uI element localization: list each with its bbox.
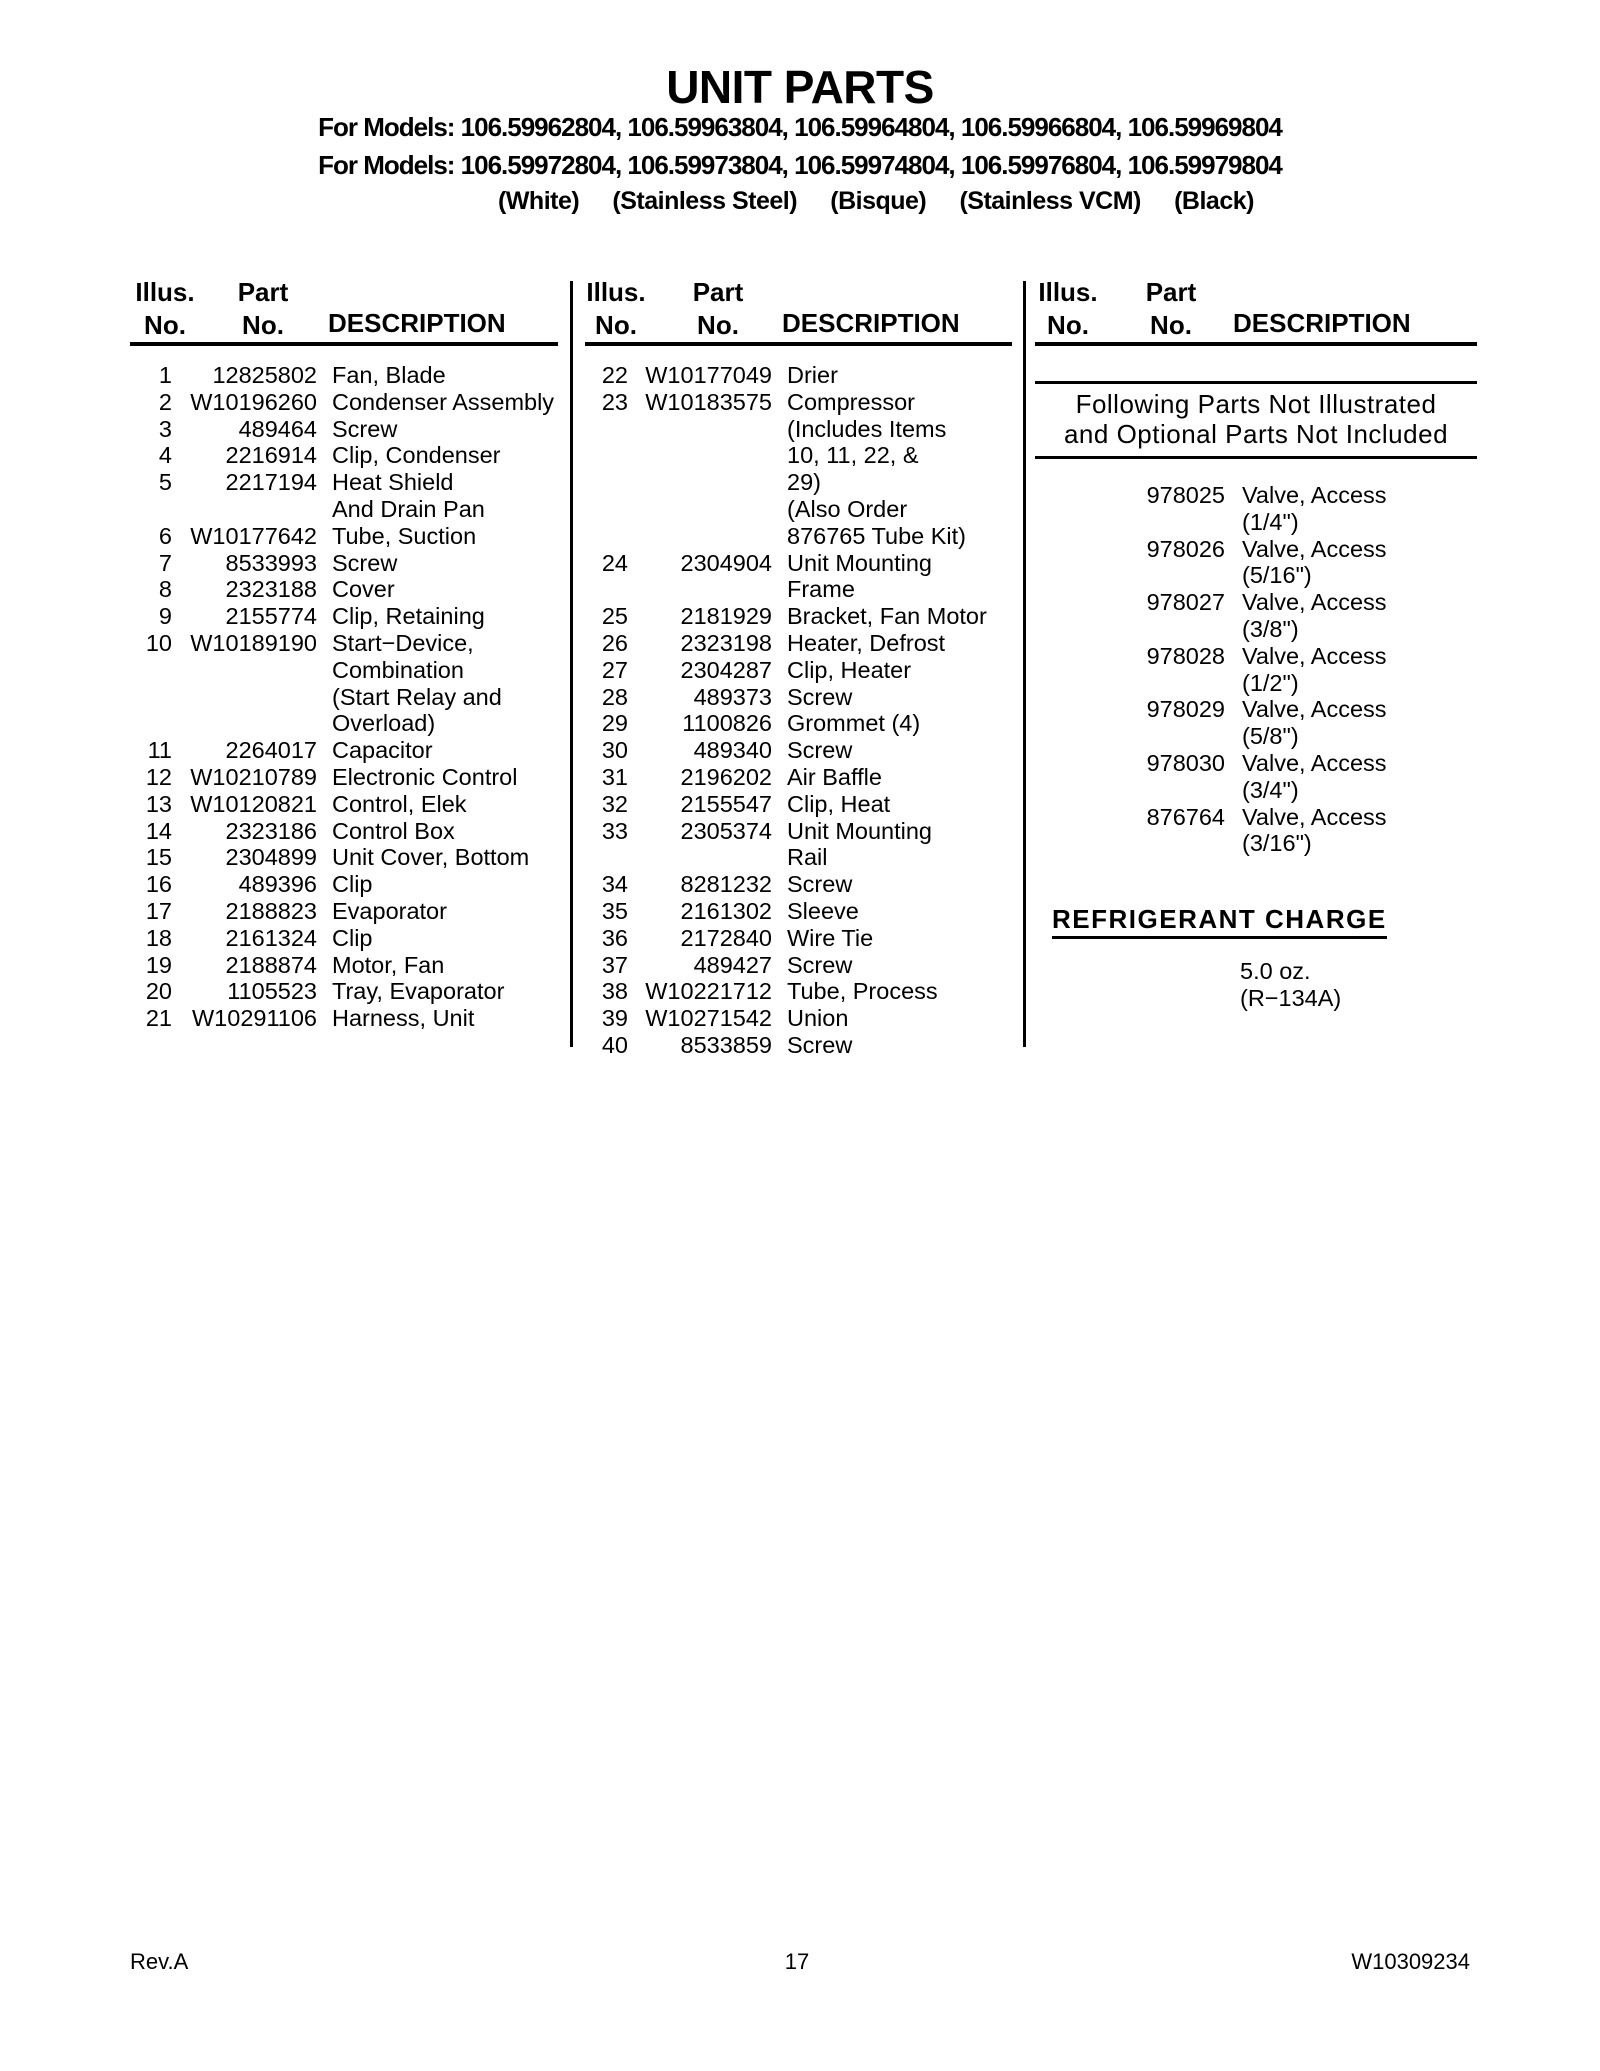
col2-part-header-line1: Part (692, 277, 744, 307)
illus-no-cell: 33 (601, 817, 628, 844)
part-no-cell: 2323188 (225, 576, 317, 603)
description-cell (1225, 643, 1475, 697)
part-no-cell: 2155547 (680, 790, 772, 817)
illus-no-cell: 38 (601, 978, 628, 1005)
part-no-cell: W10189190 (190, 629, 317, 656)
table-row (95, 737, 560, 764)
table-row (95, 1005, 560, 1032)
table-row (575, 684, 1011, 711)
description-line: Unit Mounting (787, 817, 932, 844)
parts-table-column-2 (575, 362, 1011, 1059)
col1-illus-header-line1: Illus. (135, 277, 195, 307)
col2-illus-header-line1: Illus. (586, 277, 646, 307)
column-divider-1 (570, 281, 573, 1047)
illus-no-cell: 40 (601, 1031, 628, 1058)
part-no-cell: 8533993 (225, 549, 317, 576)
part-no-cell: W10177049 (645, 362, 772, 388)
table-row (95, 871, 560, 898)
description-line: Air Baffle (787, 763, 882, 790)
description-cell (317, 576, 560, 603)
col3-part-header-line1: Part (1145, 277, 1197, 307)
part-no-cell: 2304287 (680, 656, 772, 683)
description-line: Start−Device, (332, 629, 474, 656)
description-line: (3/16") (1242, 830, 1312, 857)
illus-no-cell: 9 (158, 603, 172, 630)
illus-no-cell: 12 (145, 763, 172, 790)
table-row (95, 978, 560, 1005)
part-no-cell: 2188823 (225, 897, 317, 924)
parts-table-column-1 (95, 362, 560, 1032)
part-no-cell: W10120821 (190, 790, 317, 817)
col2-illus-header-line2: No. (595, 309, 637, 340)
description-cell (317, 844, 560, 871)
illus-no-cell: 18 (145, 924, 172, 951)
col3-part-no-header (1101, 276, 1241, 341)
part-no-cell: 2217194 (225, 469, 317, 496)
description-line: Valve, Access (1242, 696, 1387, 723)
part-no-cell: W10291106 (192, 1005, 317, 1032)
description-line: Clip, Heat (787, 790, 891, 817)
illus-no-cell: 21 (145, 1005, 172, 1032)
part-no-cell: 2161302 (680, 897, 772, 924)
col2-part-no-header (648, 276, 788, 341)
description-cell (772, 362, 1011, 389)
finish-label: (Stainless Steel) (612, 187, 798, 215)
col3-illus-header-line2: No. (1047, 309, 1089, 340)
description-line: Screw (787, 683, 853, 710)
table-row (575, 871, 1011, 898)
table-row (575, 389, 1011, 550)
description-line: Screw (332, 415, 398, 442)
col1-header-rule (130, 342, 558, 346)
description-cell (1225, 482, 1475, 536)
description-line: (Start Relay and (332, 683, 502, 710)
description-line: Condenser Assembly (332, 388, 555, 415)
refrigerant-charge-type: (R−134A) (1240, 985, 1342, 1011)
description-cell (317, 416, 560, 443)
description-cell (772, 871, 1011, 898)
description-cell (772, 630, 1011, 657)
table-row (575, 978, 1011, 1005)
table-row (1037, 804, 1475, 858)
illus-no-cell: 6 (158, 522, 172, 549)
description-cell (1225, 589, 1475, 643)
description-line: 10, 11, 22, & (787, 442, 919, 469)
table-row (575, 550, 1011, 604)
refrigerant-charge-value (1240, 958, 1341, 1012)
illus-no-cell: 14 (145, 817, 172, 844)
table-row (95, 603, 560, 630)
description-line: Clip, Retaining (332, 603, 485, 630)
description-cell (317, 952, 560, 979)
description-line: 29) (787, 469, 821, 496)
description-line: Sleeve (787, 897, 859, 924)
col1-part-no-header (193, 276, 333, 341)
part-no-cell: 978029 (1146, 696, 1225, 723)
illus-no-cell: 34 (601, 871, 628, 898)
part-no-cell: 489396 (238, 871, 317, 898)
illus-no-cell: 8 (158, 576, 172, 603)
description-cell (317, 871, 560, 898)
illus-no-cell: 37 (601, 951, 628, 978)
col1-part-header-line1: Part (237, 277, 289, 307)
description-line: Unit Cover, Bottom (332, 844, 530, 871)
not-illustrated-parts-table (1037, 482, 1475, 857)
illus-no-cell: 29 (601, 710, 628, 737)
description-line: Valve, Access (1242, 482, 1387, 508)
description-line: Motor, Fan (332, 951, 445, 978)
part-no-cell: W10183575 (645, 388, 772, 415)
description-cell (317, 737, 560, 764)
illus-no-cell: 28 (601, 683, 628, 710)
description-cell (772, 657, 1011, 684)
illus-no-cell: 1 (158, 362, 172, 388)
table-row (575, 737, 1011, 764)
part-no-cell: 2161324 (225, 924, 317, 951)
description-cell (1225, 696, 1475, 750)
description-line: Harness, Unit (332, 1005, 475, 1032)
col2-header-rule (585, 342, 1012, 346)
description-line: Clip (332, 871, 373, 898)
description-line: Compressor (787, 388, 915, 415)
table-row (95, 925, 560, 952)
not-illustrated-note-line1: Following Parts Not Illustrated (1075, 389, 1437, 419)
description-line: (Includes Items (787, 415, 947, 442)
description-line: Union (787, 1005, 849, 1032)
part-no-cell: 2196202 (680, 763, 772, 790)
description-line: Heat Shield (332, 469, 454, 496)
part-no-cell: 1105523 (227, 978, 317, 1005)
table-row (1037, 482, 1475, 536)
description-line: Screw (787, 737, 853, 764)
finish-labels-row (498, 188, 1254, 216)
description-cell (1225, 536, 1475, 590)
description-line: Clip, Condenser (332, 442, 501, 469)
table-row (575, 362, 1011, 389)
table-row (95, 818, 560, 845)
description-cell (317, 791, 560, 818)
table-row (95, 442, 560, 469)
description-line: Screw (332, 549, 398, 576)
description-line: Control, Elek (332, 790, 467, 817)
not-illustrated-note-line2: and Optional Parts Not Included (1063, 419, 1449, 449)
col2-part-header-line2: No. (697, 309, 739, 340)
description-cell (772, 684, 1011, 711)
description-cell (772, 764, 1011, 791)
description-line: Grommet (4) (787, 710, 921, 737)
description-line: And Drain Pan (332, 495, 485, 522)
description-cell (317, 469, 560, 523)
table-row (95, 630, 560, 737)
part-no-cell: 978030 (1146, 749, 1225, 776)
description-line: (5/8") (1242, 723, 1299, 750)
part-no-cell: 978025 (1146, 482, 1225, 508)
description-line: Screw (787, 871, 853, 898)
description-cell (772, 898, 1011, 925)
description-line: Evaporator (332, 897, 447, 924)
part-no-cell: 978026 (1146, 535, 1225, 562)
illus-no-cell: 17 (145, 897, 172, 924)
description-line: Drier (787, 362, 838, 388)
description-line: Control Box (332, 817, 455, 844)
description-cell (772, 550, 1011, 604)
illus-no-cell: 36 (601, 924, 628, 951)
col1-illus-header-line2: No. (144, 309, 186, 340)
part-no-cell: 2155774 (225, 603, 317, 630)
description-cell (772, 925, 1011, 952)
table-row (575, 630, 1011, 657)
table-row (95, 416, 560, 443)
illus-no-cell: 27 (601, 656, 628, 683)
table-row (575, 925, 1011, 952)
col3-header-rule (1035, 342, 1477, 346)
col3-description-header: DESCRIPTION (1233, 308, 1411, 338)
illus-no-cell: 7 (158, 549, 172, 576)
part-no-cell: 2216914 (225, 442, 317, 469)
illus-no-cell: 3 (158, 415, 172, 442)
description-line: Tray, Evaporator (332, 978, 505, 1005)
table-row (575, 952, 1011, 979)
description-line: Cover (332, 576, 395, 603)
description-line: Capacitor (332, 737, 433, 764)
table-row (575, 818, 1011, 872)
description-cell (772, 791, 1011, 818)
illus-no-cell: 26 (601, 629, 628, 656)
part-no-cell: 489340 (693, 737, 772, 764)
table-row (95, 844, 560, 871)
illus-no-cell: 32 (601, 790, 628, 817)
illus-no-cell: 2 (158, 388, 172, 415)
description-line: Bracket, Fan Motor (787, 603, 987, 630)
description-line: Frame (787, 576, 855, 603)
table-row (1037, 536, 1475, 590)
illus-no-cell: 22 (601, 362, 628, 388)
description-line: Valve, Access (1242, 803, 1387, 830)
description-cell (317, 523, 560, 550)
table-row (95, 550, 560, 577)
footer-doc-number: W10309234 (1351, 1949, 1470, 1974)
col1-part-header-line2: No. (242, 309, 284, 340)
part-no-cell: W10210789 (190, 763, 317, 790)
part-no-cell: 2304904 (680, 549, 772, 576)
part-no-cell: 2188874 (225, 951, 317, 978)
description-cell (317, 818, 560, 845)
description-line: Screw (787, 1031, 853, 1058)
description-cell (317, 550, 560, 577)
description-line: Clip, Heater (787, 656, 912, 683)
part-no-cell: 2323198 (680, 629, 772, 656)
footer-revision: Rev.A (130, 1949, 189, 1974)
description-cell (317, 362, 560, 389)
description-line: Unit Mounting (787, 549, 932, 576)
description-line: Valve, Access (1242, 535, 1387, 562)
finish-label: (Black) (1174, 187, 1254, 215)
table-row (1037, 643, 1475, 697)
description-cell (772, 710, 1011, 737)
col3-part-header-line2: No. (1150, 309, 1192, 340)
description-line: (1/2") (1242, 669, 1299, 696)
part-no-cell: 489373 (693, 683, 772, 710)
description-line: (1/4") (1242, 508, 1299, 535)
description-cell (1225, 804, 1475, 858)
table-row (1037, 696, 1475, 750)
description-cell (317, 603, 560, 630)
table-row (575, 1032, 1011, 1059)
description-cell (772, 952, 1011, 979)
illus-no-cell: 25 (601, 603, 628, 630)
part-no-cell: 2305374 (680, 817, 772, 844)
refrigerant-charge-heading: REFRIGERANT CHARGE (1052, 906, 1387, 939)
description-cell (1225, 750, 1475, 804)
table-row (95, 469, 560, 523)
part-no-cell: W10221712 (645, 978, 772, 1005)
finish-label: (Stainless VCM) (959, 187, 1141, 215)
illus-no-cell: 20 (145, 978, 172, 1005)
part-no-cell: 489464 (238, 415, 317, 442)
description-cell (772, 978, 1011, 1005)
description-line: Rail (787, 844, 828, 871)
part-no-cell: 8533859 (680, 1031, 772, 1058)
models-line-2: For Models: 106.59972804, 106.59973804, 106.59974804, 106.59976804, 106.59979804 (318, 150, 1282, 180)
description-cell (317, 1005, 560, 1032)
col1-description-header: DESCRIPTION (328, 308, 506, 338)
part-no-cell: 978028 (1146, 642, 1225, 669)
part-no-cell: W10271542 (645, 1005, 772, 1032)
description-line: Screw (787, 951, 853, 978)
description-line: (Also Order (787, 495, 908, 522)
description-cell (317, 898, 560, 925)
table-row (95, 791, 560, 818)
illus-no-cell: 15 (145, 844, 172, 871)
footer-page-number: 17 (784, 1949, 810, 1974)
description-line: Overload) (332, 710, 436, 737)
description-line: (3/4") (1242, 776, 1299, 803)
description-line: Valve, Access (1242, 749, 1387, 776)
illus-no-cell: 19 (145, 951, 172, 978)
table-row (95, 576, 560, 603)
description-cell (317, 630, 560, 737)
illus-no-cell: 4 (158, 442, 172, 469)
column-divider-2 (1023, 281, 1026, 1047)
table-row (95, 764, 560, 791)
part-no-cell: 1100826 (682, 710, 772, 737)
description-cell (772, 1005, 1011, 1032)
table-row (95, 362, 560, 389)
description-line: Wire Tie (787, 924, 874, 951)
table-row (575, 1005, 1011, 1032)
description-cell (317, 389, 560, 416)
part-no-cell: W10177642 (190, 522, 317, 549)
illus-no-cell: 35 (601, 897, 628, 924)
description-cell (772, 818, 1011, 872)
description-line: 876765 Tube Kit) (787, 522, 966, 549)
part-no-cell: 489427 (693, 951, 772, 978)
col3-illus-header-line1: Illus. (1038, 277, 1098, 307)
description-cell (317, 925, 560, 952)
part-no-cell: 2304899 (225, 844, 317, 871)
refrigerant-charge-amount: 5.0 oz. (1240, 958, 1311, 984)
models-line-1: For Models: 106.59962804, 106.59963804, 106.59964804, 106.59966804, 106.59969804 (318, 112, 1282, 142)
illus-no-cell: 30 (601, 737, 628, 764)
table-row (95, 389, 560, 416)
description-cell (772, 603, 1011, 630)
table-row (95, 898, 560, 925)
finish-label: (White) (498, 187, 580, 215)
table-row (575, 764, 1011, 791)
illus-no-cell: 16 (145, 871, 172, 898)
finish-label: (Bisque) (830, 187, 927, 215)
part-no-cell: 2264017 (225, 737, 317, 764)
table-row (575, 657, 1011, 684)
description-cell (772, 737, 1011, 764)
illus-no-cell: 5 (158, 469, 172, 496)
illus-no-cell: 10 (145, 629, 172, 656)
illus-no-cell: 23 (601, 388, 628, 415)
description-line: Valve, Access (1242, 589, 1387, 616)
table-row (575, 791, 1011, 818)
description-cell (317, 764, 560, 791)
description-line: (3/8") (1242, 615, 1299, 642)
description-cell (317, 978, 560, 1005)
description-line: Combination (332, 656, 464, 683)
description-line: Tube, Process (787, 978, 938, 1005)
table-row (95, 523, 560, 550)
table-row (1037, 589, 1475, 643)
description-cell (772, 1032, 1011, 1059)
description-line: Tube, Suction (332, 522, 477, 549)
part-no-cell: 12825802 (212, 362, 317, 388)
page-title: UNIT PARTS (666, 61, 934, 113)
description-line: Clip (332, 924, 373, 951)
table-row (1037, 750, 1475, 804)
part-no-cell: 2172840 (680, 924, 772, 951)
illus-no-cell: 31 (601, 763, 628, 790)
description-line: Valve, Access (1242, 642, 1387, 669)
table-row (575, 898, 1011, 925)
table-row (575, 603, 1011, 630)
illus-no-cell: 13 (145, 790, 172, 817)
description-cell (317, 442, 560, 469)
part-no-cell: W10196260 (190, 388, 317, 415)
part-no-cell: 876764 (1146, 803, 1225, 830)
illus-no-cell: 11 (147, 737, 172, 764)
part-no-cell: 978027 (1146, 589, 1225, 616)
illus-no-cell: 24 (601, 549, 628, 576)
description-line: Electronic Control (332, 763, 518, 790)
part-no-cell: 8281232 (680, 871, 772, 898)
description-line: Heater, Defrost (787, 629, 946, 656)
table-row (575, 710, 1011, 737)
not-illustrated-note (1035, 381, 1477, 459)
col2-description-header: DESCRIPTION (782, 308, 960, 338)
table-row (95, 952, 560, 979)
part-no-cell: 2323186 (225, 817, 317, 844)
description-cell (772, 389, 1011, 550)
description-line: Fan, Blade (332, 362, 446, 388)
illus-no-cell: 39 (601, 1005, 628, 1032)
description-line: (5/16") (1242, 562, 1312, 589)
part-no-cell: 2181929 (680, 603, 772, 630)
